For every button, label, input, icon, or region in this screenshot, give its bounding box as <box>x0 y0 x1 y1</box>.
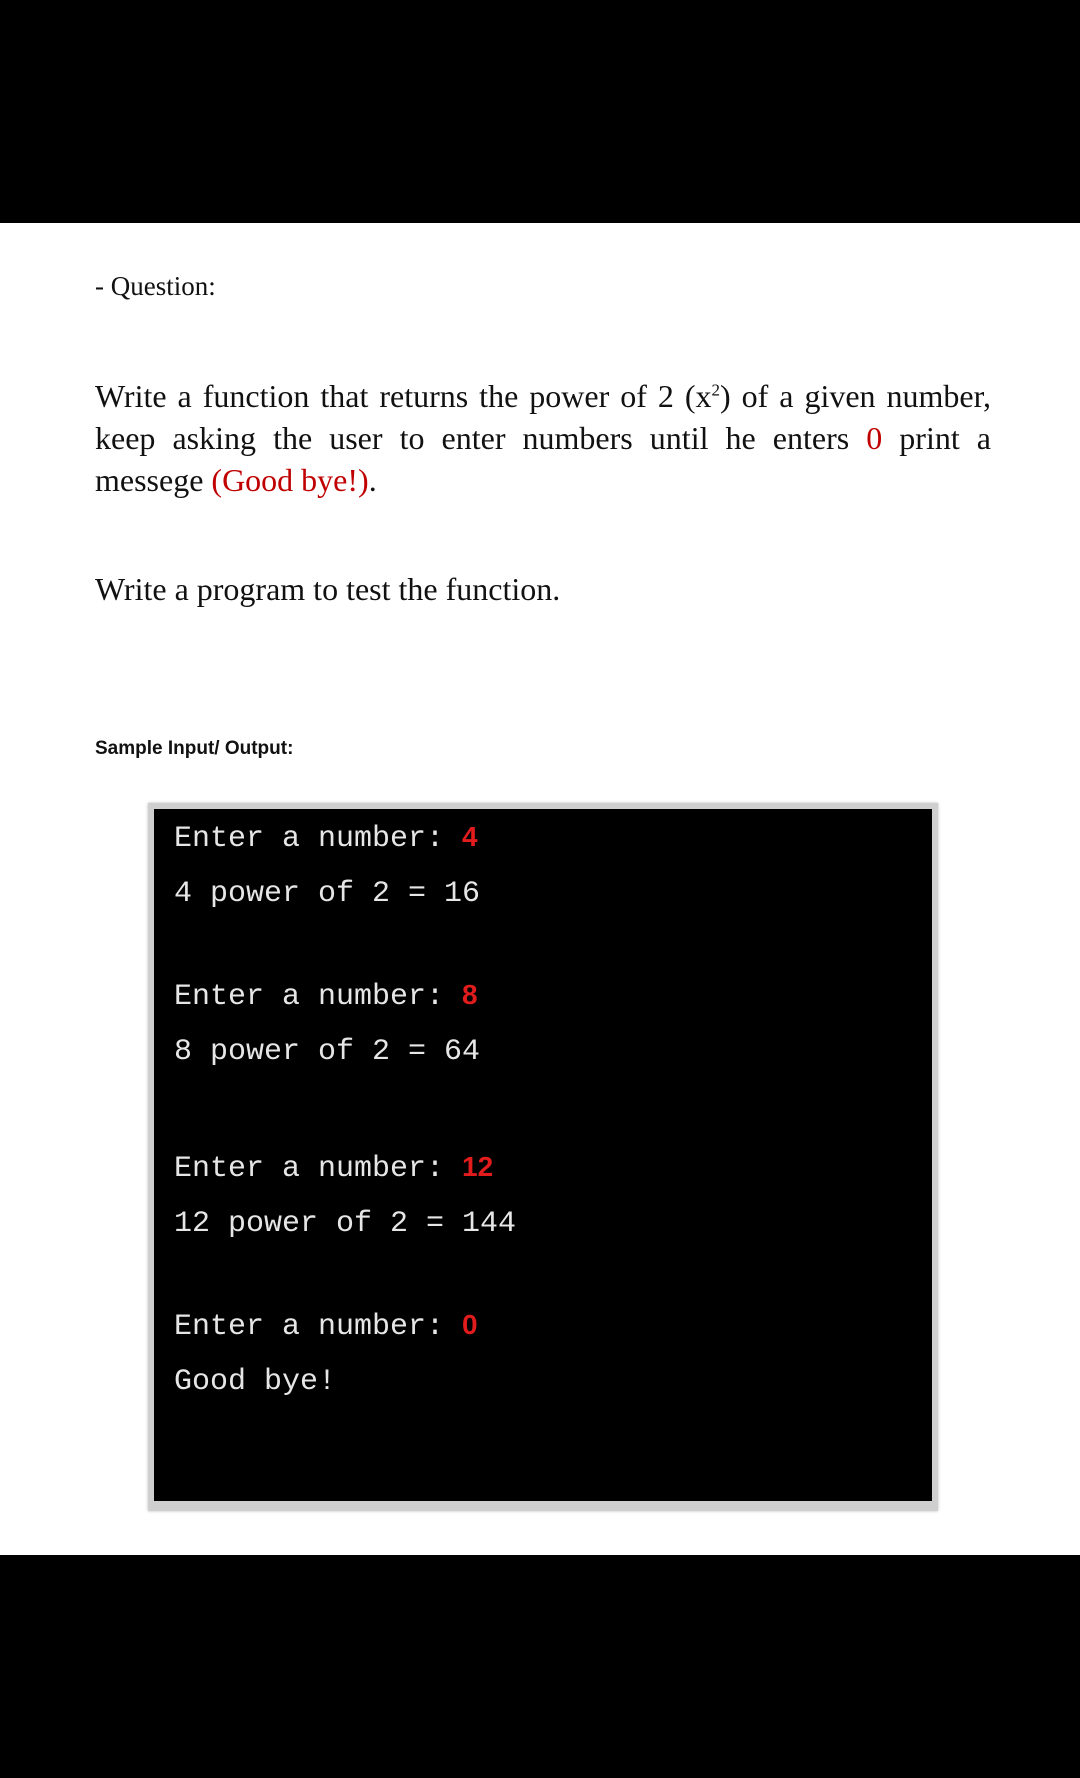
user-input: 0 <box>462 1309 478 1340</box>
console-screenshot-frame <box>148 803 938 1511</box>
task-text-part-3: print a messege <box>95 420 992 498</box>
exponent: 2 <box>711 380 720 400</box>
task-text-part-1: Write a function that returns the power of 2 (x <box>95 378 712 414</box>
prompt-text: Enter a number: <box>174 1152 463 1186</box>
prompt-text: Enter a number: <box>174 1310 463 1344</box>
task-text-part-4: . <box>368 462 377 498</box>
task-text-part-2: ) of a given number, keep asking the user to enter numbers until he enters <box>95 378 991 456</box>
console-goodbye-line: Good bye! <box>174 1365 337 1399</box>
prompt-text: Enter a number: <box>174 822 463 856</box>
stop-value: 0 <box>866 420 883 456</box>
task-description <box>95 375 991 501</box>
document-page <box>0 223 1080 1555</box>
user-input: 12 <box>462 1151 494 1182</box>
user-input: 8 <box>462 979 478 1010</box>
console-prompt-line <box>174 1307 478 1345</box>
console-result-line: 8 power of 2 = 64 <box>174 1035 481 1069</box>
console-result-line: 4 power of 2 = 16 <box>174 877 481 911</box>
console-prompt-line <box>174 977 478 1015</box>
sample-io-label: Sample Input/ Output: <box>95 738 294 759</box>
console-result-line: 12 power of 2 = 144 <box>174 1207 517 1241</box>
goodbye-message: (Good bye!) <box>211 462 369 498</box>
console-prompt-line <box>174 1149 493 1187</box>
console-output <box>154 809 932 1501</box>
test-instruction: Write a program to test the function. <box>95 571 561 607</box>
question-heading: - Question: <box>95 271 216 301</box>
prompt-text: Enter a number: <box>174 980 463 1014</box>
user-input: 4 <box>462 821 478 852</box>
console-prompt-line <box>174 819 478 857</box>
